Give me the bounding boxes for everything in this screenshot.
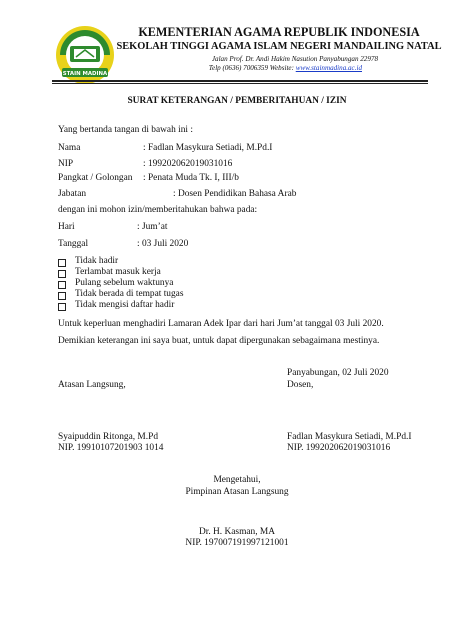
lecturer-role: Dosen, xyxy=(287,380,314,390)
field-label-pangkat: Pangkat / Golongan xyxy=(58,173,133,183)
lecturer-name: Fadlan Masykura Setiadi, M.Pd.I xyxy=(287,432,412,442)
checkbox-tidak-absen[interactable] xyxy=(58,303,66,311)
field-label-nama: Nama xyxy=(58,143,81,153)
letter-title: SURAT KETERANGAN / PEMBERITAHUAN / IZIN xyxy=(127,96,347,106)
supervisor-name: Syaipuddin Ritonga, M.Pd xyxy=(58,432,159,442)
day-label: Hari xyxy=(58,222,75,232)
checkbox-tidak-di-tempat[interactable] xyxy=(58,292,66,300)
lecturer-nip: NIP. 199202062019031016 xyxy=(287,443,391,453)
logo-text: STAIN MADINA xyxy=(62,71,108,77)
date-label: Tanggal xyxy=(58,239,89,249)
institution-contact xyxy=(209,64,362,72)
supervisor-role: Atasan Langsung, xyxy=(58,380,126,390)
institution-address: Jalan Prof. Dr. Andi Hakim Nasution Panyabungan 22978 xyxy=(211,55,378,63)
field-value-nama: : Fadlan Masykura Setiadi, M.Pd.I xyxy=(143,143,273,153)
request-text: dengan ini mohon izin/memberitahukan bahwa pada: xyxy=(58,205,258,215)
intro-text: Yang bertanda tangan di bawah ini : xyxy=(58,125,193,135)
field-value-pangkat: : Penata Muda Tk. I, III/b xyxy=(143,173,239,183)
place-date: Panyabungan, 02 Juli 2020 xyxy=(287,368,389,378)
institution-logo xyxy=(54,24,116,86)
option-label: Pulang sebelum waktunya xyxy=(75,278,174,288)
institution-name: SEKOLAH TINGGI AGAMA ISLAM NEGERI MANDAILING NATAL xyxy=(116,41,442,52)
checkbox-terlambat[interactable] xyxy=(58,270,66,278)
website-link[interactable]: www.stainmadina.ac.id xyxy=(295,64,362,72)
supervisor-nip: NIP. 19910107201903 1014 xyxy=(58,443,164,453)
closing-text: Demikian keterangan ini saya buat, untuk dapat dipergunakan sebagaimana mestinya. xyxy=(58,336,380,346)
header-divider-thin xyxy=(52,83,428,84)
day-value: : Jum’at xyxy=(137,222,168,232)
ministry-name: KEMENTERIAN AGAMA REPUBLIK INDONESIA xyxy=(138,25,420,39)
option-label: Tidak hadir xyxy=(75,256,119,266)
acknowledge-label: Mengetahui, xyxy=(213,475,261,485)
checkbox-pulang-awal[interactable] xyxy=(58,281,66,289)
option-label: Tidak mengisi daftar hadir xyxy=(75,300,175,310)
option-label: Terlambat masuk kerja xyxy=(75,267,161,277)
telephone-text: Telp (0636) 7006359 Website: xyxy=(208,64,296,72)
leader-nip: NIP. 197007191997121001 xyxy=(185,538,289,548)
field-label-nip: NIP xyxy=(58,159,74,169)
header-divider-thick xyxy=(52,80,428,82)
field-label-jabatan: Jabatan xyxy=(58,189,87,199)
leader-name: Dr. H. Kasman, MA xyxy=(198,527,276,537)
date-value: : 03 Juli 2020 xyxy=(137,239,189,249)
option-label: Tidak berada di tempat tugas xyxy=(75,289,184,299)
field-value-jabatan: : Dosen Pendidikan Bahasa Arab xyxy=(173,189,297,199)
checkbox-tidak-hadir[interactable] xyxy=(58,259,66,267)
acknowledge-role: Pimpinan Atasan Langsung xyxy=(185,487,289,497)
field-value-nip: : 199202062019031016 xyxy=(143,159,233,169)
purpose-text: Untuk keperluan menghadiri Lamaran Adek Ipar dari hari Jum’at tanggal 03 Juli 2020. xyxy=(58,319,384,329)
